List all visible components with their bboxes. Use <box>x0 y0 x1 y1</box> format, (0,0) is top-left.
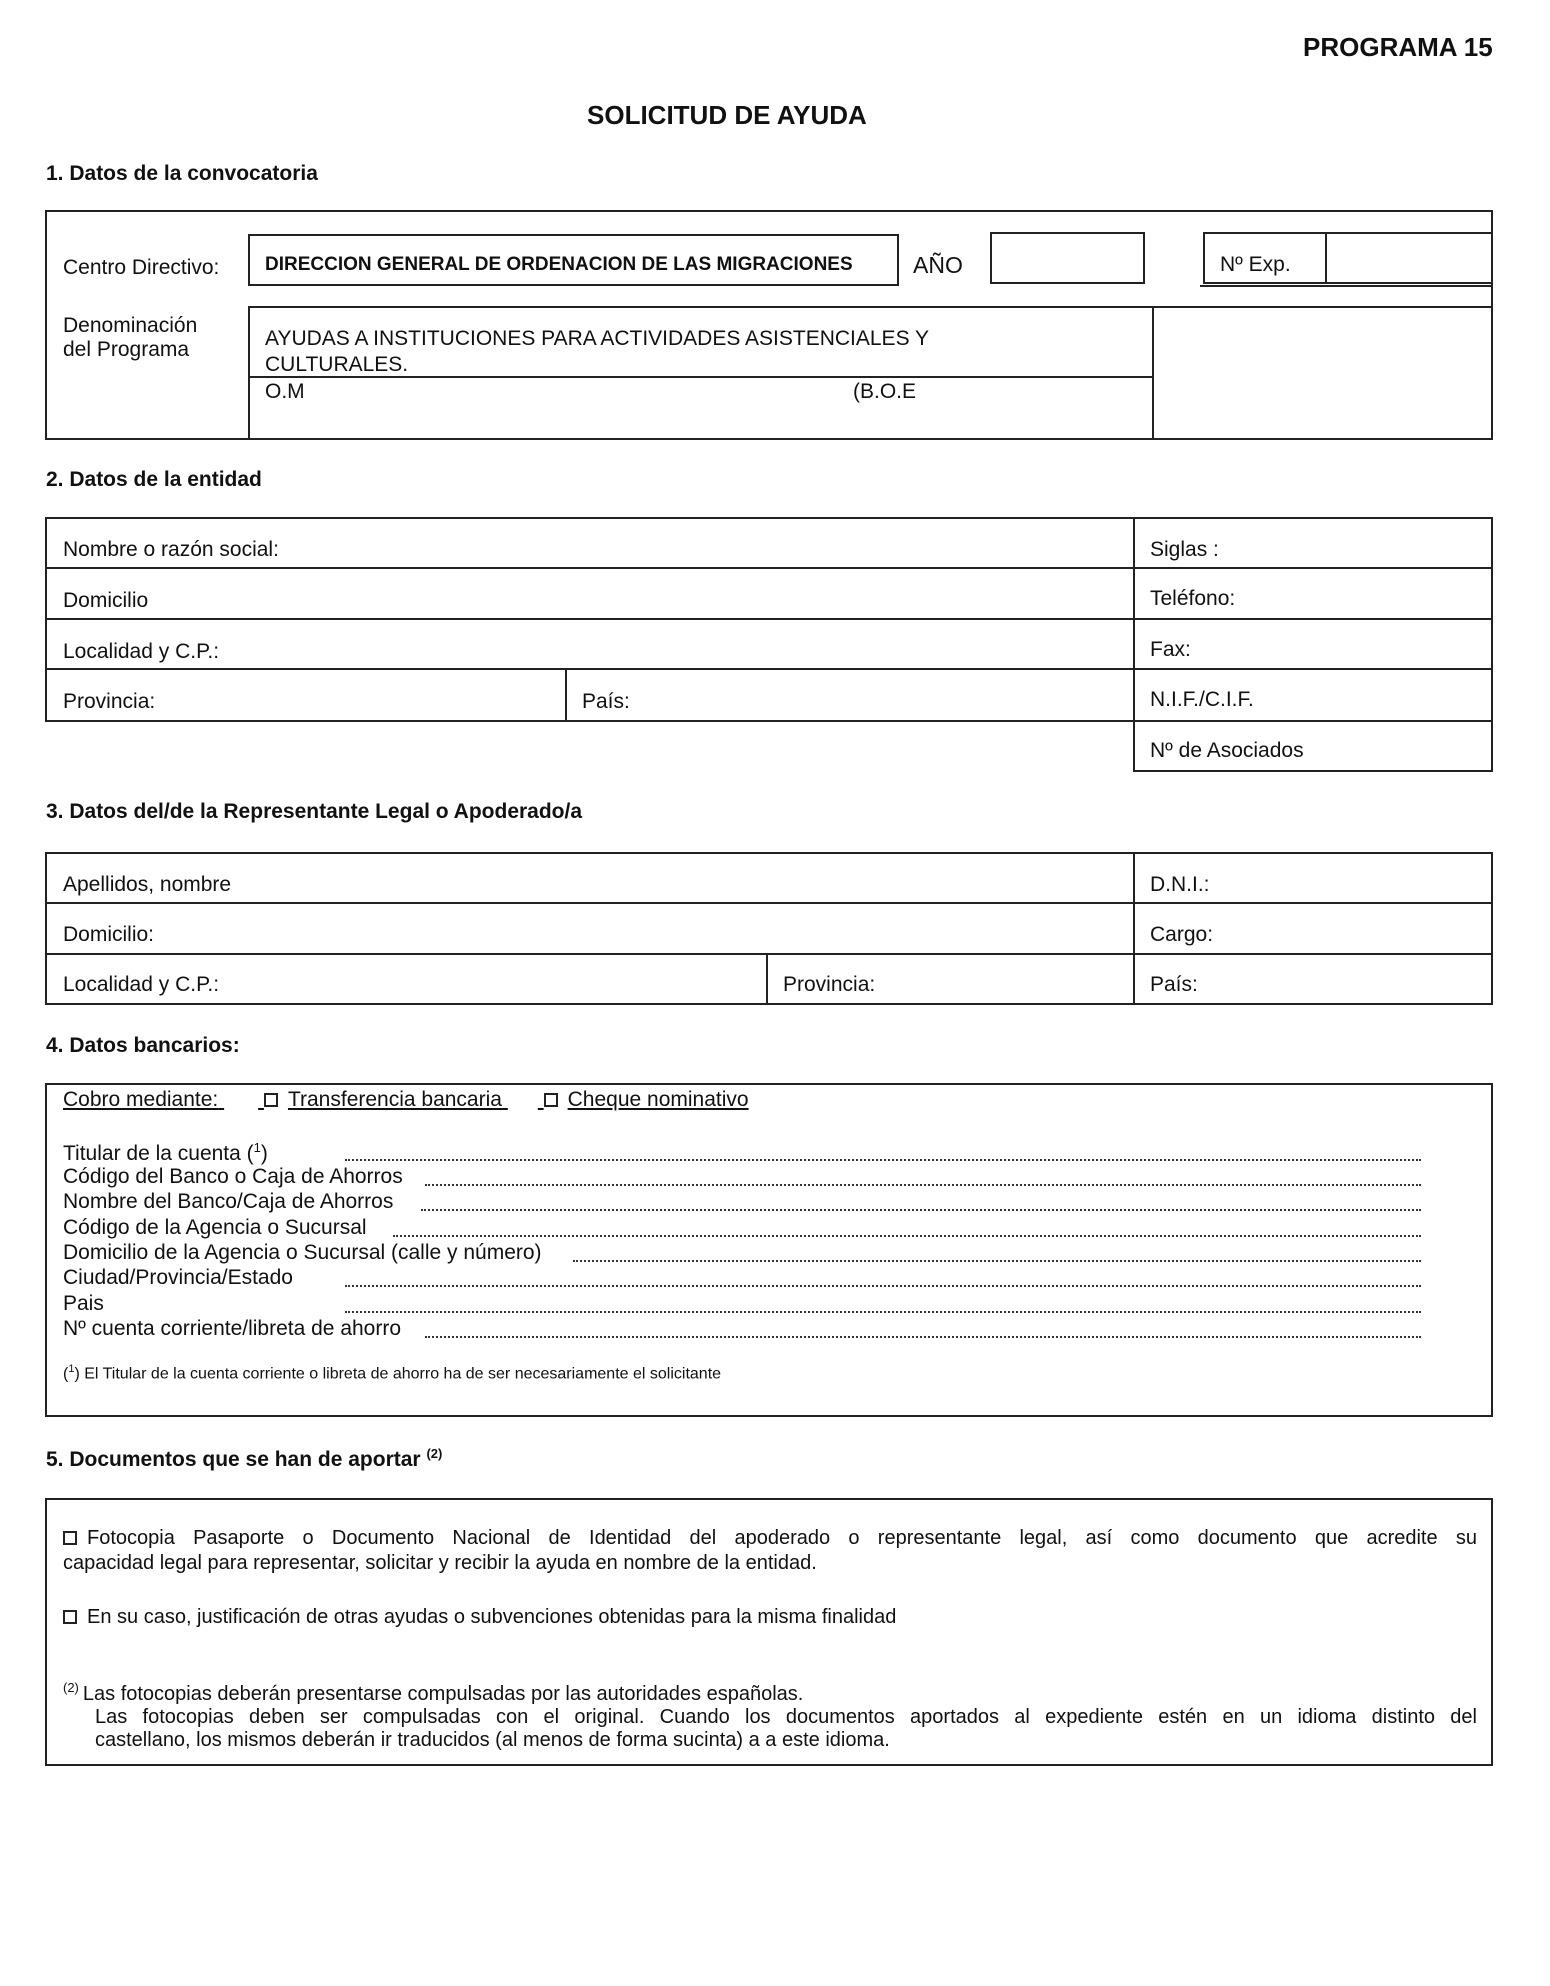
transferencia-checkbox[interactable] <box>264 1093 278 1107</box>
titular-field[interactable] <box>345 1159 1421 1161</box>
nif-cif-field[interactable]: N.I.F./C.I.F. <box>1150 688 1254 711</box>
codigo-agencia-label: Código de la Agencia o Sucursal <box>63 1216 367 1239</box>
nombre-razon-social-field[interactable]: Nombre o razón social: <box>63 538 279 561</box>
transferencia-option[interactable] <box>264 1088 502 1111</box>
entidad-domicilio-field[interactable]: Domicilio <box>63 589 149 612</box>
nombre-banco-label: Nombre del Banco/Caja de Ahorros <box>63 1190 394 1213</box>
cobro-row <box>63 1088 749 1112</box>
section-4-heading: 4. Datos bancarios: <box>46 1034 240 1057</box>
siglas-field[interactable]: Siglas : <box>1150 538 1219 561</box>
titular-footnote: ($^1$) El Titular de la cuenta corriente o libreta de ahorro ha de ser necesariamente el solicitante <box>63 1363 722 1383</box>
cargo-field[interactable]: Cargo: <box>1150 923 1214 946</box>
cuenta-label: Nº cuenta corriente/libreta de ahorro <box>63 1317 402 1340</box>
centro-directivo-value: DIRECCION GENERAL DE ORDENACION DE LAS MIGRACIONES <box>265 254 853 275</box>
entidad-pais-field[interactable]: País: <box>582 690 630 713</box>
page-title: SOLICITUD DE AYUDA <box>587 100 867 130</box>
fax-field[interactable]: Fax: <box>1150 638 1191 661</box>
doc-pasaporte-line2: capacidad legal para representar, solicitar y recibir la ayuda en nombre de la entidad. <box>63 1552 817 1574</box>
centro-directivo-label: Centro Directivo: <box>63 256 220 279</box>
boe-label[interactable]: (B.O.E <box>853 380 917 403</box>
cheque-checkbox[interactable] <box>544 1093 558 1107</box>
doc-pasaporte-line1: Fotocopia Pasaporte o Documento Nacional de Identidad del apoderado o representante legal, así como documento que acredite su <box>87 1527 1477 1549</box>
titular-label: Titular de la cuenta ($^1$) <box>63 1140 268 1165</box>
representante-pais-field[interactable]: País: <box>1150 973 1198 996</box>
domicilio-agencia-field[interactable] <box>573 1260 1421 1262</box>
ano-label: AÑO <box>913 252 963 278</box>
doc-otras-ayudas-item <box>63 1606 896 1629</box>
transferencia-label: Transferencia bancaria <box>287 1088 502 1111</box>
representante-localidad-field[interactable]: Localidad y C.P.: <box>63 973 220 996</box>
domicilio-agencia-label: Domicilio de la Agencia o Sucursal (calle y número) <box>63 1241 542 1264</box>
apellidos-nombre-field[interactable]: Apellidos, nombre <box>63 873 232 896</box>
representante-provincia-field[interactable]: Provincia: <box>783 973 876 996</box>
doc-otras-ayudas-checkbox[interactable] <box>63 1610 77 1624</box>
footnote-line3: castellano, los mismos deberán ir traducidos (al menos de forma sucinta) a a este idioma. <box>95 1728 890 1751</box>
doc-otras-ayudas-label: En su caso, justificación de otras ayudas o subvenciones obtenidas para la misma finalidad <box>87 1606 897 1628</box>
footnote-line1: Las fotocopias deberán presentarse compulsadas por las autoridades españolas. <box>82 1682 804 1705</box>
section-1-heading: 1. Datos de la convocatoria <box>46 162 318 185</box>
section-2-heading: 2. Datos de la entidad <box>46 468 262 491</box>
footnote-marker: (2) <box>63 1680 79 1695</box>
footnote-line2: Las fotocopias deben ser compulsadas con el original. Cuando los documentos aportados al expediente estén en un idioma distinto del <box>95 1705 1477 1728</box>
entidad-localidad-field[interactable]: Localidad y C.P.: <box>63 640 220 663</box>
cheque-label: Cheque nominativo <box>567 1088 749 1111</box>
denominacion-value-1: AYUDAS A INSTITUCIONES PARA ACTIVIDADES ASISTENCIALES Y <box>265 327 930 350</box>
banco-pais-field[interactable] <box>345 1311 1421 1313</box>
ciudad-field[interactable] <box>345 1285 1421 1287</box>
codigo-banco-label: Código del Banco o Caja de Ahorros <box>63 1165 403 1188</box>
denominacion-value-2: CULTURALES. <box>265 353 409 376</box>
codigo-banco-field[interactable] <box>425 1184 1421 1186</box>
asociados-field[interactable]: Nº de Asociados <box>1150 739 1304 762</box>
documentos-footnote <box>63 1680 1477 1752</box>
doc-pasaporte-item <box>63 1527 1477 1575</box>
nombre-banco-field[interactable] <box>421 1209 1421 1211</box>
program-number: PROGRAMA 15 <box>1303 32 1493 62</box>
codigo-agencia-field[interactable] <box>393 1235 1421 1237</box>
cheque-option[interactable] <box>544 1088 749 1111</box>
nexp-label: Nº Exp. <box>1220 253 1291 276</box>
ciudad-label: Ciudad/Provincia/Estado <box>63 1266 293 1289</box>
denominacion-label-2: del Programa <box>63 338 190 361</box>
denominacion-label-1: Denominación <box>63 314 198 337</box>
banco-pais-label: Pais <box>63 1292 104 1315</box>
representante-box <box>45 852 1493 1005</box>
section-3-heading: 3. Datos del/de la Representante Legal o Apoderado/a <box>46 800 583 823</box>
dni-field[interactable]: D.N.I.: <box>1150 873 1210 896</box>
nexp-field[interactable] <box>1327 234 1491 282</box>
ano-field[interactable] <box>990 232 1145 284</box>
representante-domicilio-field[interactable]: Domicilio: <box>63 923 155 946</box>
doc-pasaporte-checkbox[interactable] <box>63 1531 77 1545</box>
entidad-provincia-field[interactable]: Provincia: <box>63 690 156 713</box>
section-5-heading: 5. Documentos que se han de aportar $^{(2)}$ <box>46 1446 443 1471</box>
cuenta-field[interactable] <box>425 1336 1421 1338</box>
om-label[interactable]: O.M <box>265 380 305 403</box>
telefono-field[interactable]: Teléfono: <box>1150 587 1236 610</box>
cobro-label: Cobro mediante: <box>63 1088 219 1111</box>
